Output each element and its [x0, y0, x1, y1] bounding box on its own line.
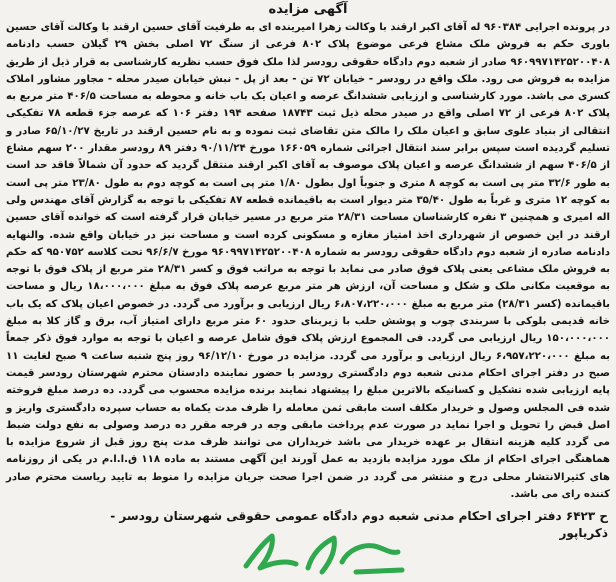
notice-body-text: در پرونده اجرایی ۹۶۰۳۸۴ له آقای اکبر ارقند با وکالت زهرا امیرینده ای به طرفیت آقای حسین ارقند با وکالت آقای حسین باوری حکم به فروش ملک مشاع فرعی موضوع پلاک ۸۰۲ فرعی از سنگ ۷۲ اصلی بخش ۲۹ گیلان حسب دادنامه ۹۶۰۹۹۷۱۴۲۵۲۰۰۴۰۸ صادر از شعبه دوم دادگاه حقوقی رودسر لذا ملک فوق حسب نظریه کارشناسی به قرار ذیل از طریق مزایده به فروش می رود. ملک واقع در رودسر - خیابان ۷۲ تن - بعد از پل - نبش خیابان صیدر محله - مجاور مشاور املاک کسری می باشد. مورد کارشناسی و ارزیابی ششدانگ عرصه و اعیان یک باب خانه و محوطه به مساحت ۴۰۶/۵ متر مربع به پلاک ۸۰۲ فرعی از ۷۲ اصلی واقع در صیدر محله ذیل ثبت ۱۸۷۴۳ صفحه ۱۹۴ دفتر ۱۰۶ که عرصه جزء قطعه ۷۸ تفکیکی انتقالی از بنیاد علوی سابق و اعیان ملک را مالک متن تقاضای ثبت نموده و به نام حسین ارقند در تاریخ ۶۵/۱۰/۲۷ صادر و تسلیم گردیده است سپس برابر سند انتقال اجرائی شماره ۱۶۶۰۵۹ مورخ ۹۰/۱۱/۲۴ دفتر ۸۹ رودسر مقدار ۲۰۰ سهم مشاع از ۴۰۶/۵ سهم از ششدانگ عرصه و اعیان پلاک موصوف به آقای اکبر ارقند منتقل گردید که حدود آن شمالاً فاقد حد است به طور ۳۲/۶ متر پی است به کوچه ۸ متری و جنوباً اول بطول ۱/۸۰ متر پی است به کوچه دوم به طول ۲۳/۸۰ متر پی است به کوچه ۱۲ متری و غرباً به طول ۳۵/۴۰ متر دیوار است به باقیمانده قطعه ۸۷ تفکیکی با توجه به گزارش آقای مهندس ولی اله امیری و همچنین ۳ نفره کارشناسان مساحت ۲۸/۳۱ متر مربع در مسیر خیابان قرار گرفته است که خوانده آقای حسین ارقند در این خصوص از شهرداری اخذ امتیاز مغازه و مسکونی کرده است و مساحت نیز در خیابان واقع شده. والنهایه دادنامه صادره از شعبه دوم دادگاه حقوقی رودسر به شماره ۹۶۰۹۹۷۱۴۲۵۲۰۰۴۰۸ مورخ ۹۶/۶/۷ تحت کلاسه ۹۵۰۷۵۲ که حکم به فروش ملک مشاعی یعنی پلاک فوق صادر می نماید با توجه به مراتب فوق و کسر ۲۸/۳۱ متر مربع از پلاک فوق با توجه به موقعیت مکانی ملک و شکل و مساحت آن، ارزش هر متر مربع عرصه پلاک فوق به مبلغ ۱۸،۰۰۰،۰۰۰ ریال و مساحت باقیمانده (کسر ۲۸/۳۱) متر مربع به مبلغ ۶،۸۰۷،۲۲۰،۰۰۰ ریال ارزیابی و برآورد می گردد. در خصوص اعیان پلاک که یک باب خانه قدیمی بلوکی با سربندی چوب و پوشش حلب با زیربنای حدود ۶۰ متر مربع دارای امتیاز آب، برق و گاز کلا به مبلغ ۱۵۰،۰۰۰،۰۰۰ ریال ارزیابی می گردد. فی المجموع ارزش پلاک فوق شامل عرصه و اعیان با توجه به موارد فوق ذکر جمعاً به مبلغ ۶،۹۵۷،۲۲۰،۰۰۰ ریال ارزیابی و برآورد می گردد. مزایده در مورخ ۹۶/۱۲/۱۰ روز پنج شنبه ساعت ۹ صبح لغایت ۱۱ صبح در دفتر اجرای احکام مدنی شعبه دوم دادگستری رودسر با حضور نماینده دادستان محترم شهرستان رودسر قیمت پایه ارزیابی شده تشکیل و کسانیکه بالاترین مبلغ را پیشنهاد نمایند برنده مزایده محسوب می گردد. ده درصد مبلغ فروخته شده فی المجلس وصول و خریدار مکلف است مابقی ثمن معامله را ظرف مدت یکماه به حساب سپرده دادگستری واریز و اصل قبض را تحویل و اجرا نماید در صورت عدم پرداخت مابقی وجه در فرجه مقرر ده درصد وصولی به نفع دولت ضبط می گردد کلیه هزینه انتقال بر عهده خریدار می باشد خریداران می توانند ظرف مدت پنج روز قبل از شروع مزایده با هماهنگی اجرای احکام از ملک مورد مزایده بازدید به عمل آورند این آگهی مستند به ماده ۱۱۸ ق.ا.ا.م در یکی از روزنامه های کثیرالانتشار محلی درج و منتشر می گردد در ضمن اجرا صحت جریان مزایده را منوط به تایید ریاست محترم صادر کننده رای می باشد. — [5, 22, 611, 501]
handwritten-signature — [238, 522, 408, 578]
notice-title: آگهی مزایده — [268, 2, 348, 17]
issuer-line: ح ۶۴۲۳ دفتر اجرای احکام مدنی شعبه دوم دادگاه عمومی حقوقی شهرستان رودسر - — [110, 509, 608, 524]
signatory-name: ذکریاپور — [559, 526, 608, 541]
